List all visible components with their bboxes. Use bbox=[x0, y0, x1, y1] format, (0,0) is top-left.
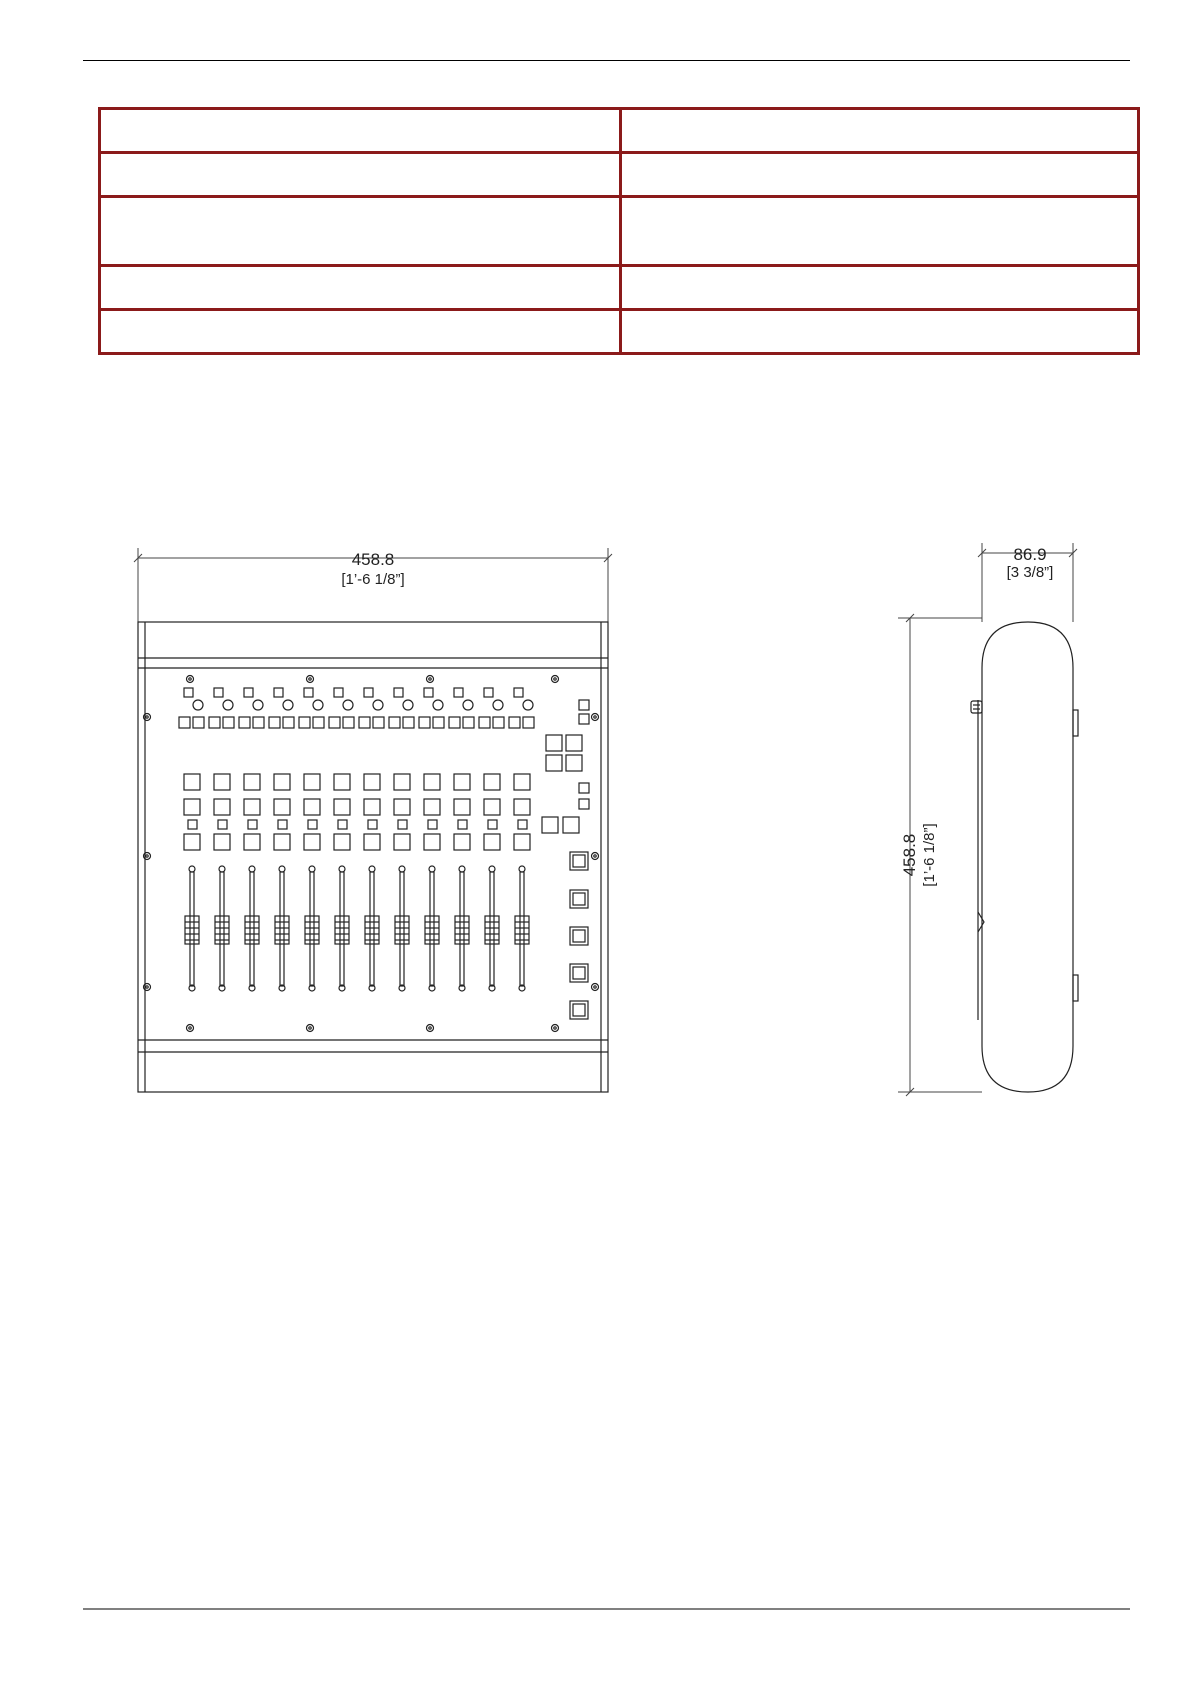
small-key bbox=[218, 820, 227, 829]
small-key bbox=[278, 820, 287, 829]
small-key bbox=[428, 820, 437, 829]
select-key bbox=[454, 688, 463, 697]
rotary-knob bbox=[253, 700, 263, 710]
side-depth-mm: 86.9 bbox=[1013, 545, 1047, 564]
channel-key bbox=[304, 834, 320, 850]
mini-key bbox=[329, 717, 340, 728]
rotary-knob bbox=[283, 700, 293, 710]
fader-slot bbox=[490, 872, 494, 986]
master-key-inner bbox=[573, 930, 585, 942]
screw-head bbox=[594, 716, 596, 718]
screw-head bbox=[309, 1027, 311, 1029]
master-key-inner bbox=[573, 1004, 585, 1016]
select-key bbox=[214, 688, 223, 697]
fader-screw bbox=[249, 866, 255, 872]
master-mini-key bbox=[579, 783, 589, 793]
small-key bbox=[308, 820, 317, 829]
mini-key bbox=[403, 717, 414, 728]
select-key bbox=[274, 688, 283, 697]
fader-slot bbox=[430, 872, 434, 986]
fader-slot bbox=[310, 872, 314, 986]
master-mini-key bbox=[579, 714, 589, 724]
channel-key bbox=[304, 799, 320, 815]
select-key bbox=[334, 688, 343, 697]
mini-key bbox=[419, 717, 430, 728]
channel-key bbox=[454, 799, 470, 815]
select-key bbox=[424, 688, 433, 697]
screw bbox=[592, 853, 599, 860]
channel-key bbox=[334, 799, 350, 815]
channel-key bbox=[394, 799, 410, 815]
nav-key bbox=[563, 817, 579, 833]
channel-key bbox=[334, 774, 350, 790]
fader-slot bbox=[460, 872, 464, 986]
screw-head bbox=[189, 678, 191, 680]
fader-slot bbox=[400, 872, 404, 986]
channel-key bbox=[214, 799, 230, 815]
channel-key bbox=[244, 834, 260, 850]
select-key bbox=[514, 688, 523, 697]
screw bbox=[307, 676, 314, 683]
mini-key bbox=[493, 717, 504, 728]
small-key bbox=[518, 820, 527, 829]
channel-key bbox=[454, 834, 470, 850]
front-width-mm: 458.8 bbox=[351, 550, 395, 569]
mini-key bbox=[253, 717, 264, 728]
master-key-inner bbox=[573, 893, 585, 905]
control-surface bbox=[144, 676, 599, 1032]
mini-key bbox=[359, 717, 370, 728]
small-key bbox=[458, 820, 467, 829]
side-depth-imperial: [3 3/8”] bbox=[1006, 564, 1054, 581]
screw-head bbox=[594, 986, 596, 988]
channel-key bbox=[364, 834, 380, 850]
rotary-knob bbox=[403, 700, 413, 710]
channel-key bbox=[184, 834, 200, 850]
screw bbox=[592, 984, 599, 991]
select-key bbox=[364, 688, 373, 697]
rotary-knob bbox=[523, 700, 533, 710]
fader-screw bbox=[279, 866, 285, 872]
fader-slot bbox=[190, 872, 194, 986]
channel-key bbox=[274, 799, 290, 815]
nav-key bbox=[566, 735, 582, 751]
channel-key bbox=[244, 774, 260, 790]
mini-key bbox=[299, 717, 310, 728]
small-key bbox=[488, 820, 497, 829]
select-key bbox=[484, 688, 493, 697]
select-key bbox=[394, 688, 403, 697]
fader-screw bbox=[459, 866, 465, 872]
fader-screw bbox=[399, 866, 405, 872]
rotary-knob bbox=[493, 700, 503, 710]
nav-key bbox=[566, 755, 582, 771]
fader-slot bbox=[250, 872, 254, 986]
rotary-knob bbox=[313, 700, 323, 710]
small-key bbox=[338, 820, 347, 829]
fader-slot bbox=[520, 872, 524, 986]
channel-key bbox=[184, 799, 200, 815]
fader-screw bbox=[309, 866, 315, 872]
channel-key bbox=[424, 834, 440, 850]
mini-key bbox=[269, 717, 280, 728]
fader-slot bbox=[220, 872, 224, 986]
fader-screw bbox=[219, 866, 225, 872]
select-key bbox=[244, 688, 253, 697]
channel-key bbox=[364, 799, 380, 815]
channel-key bbox=[394, 774, 410, 790]
channel-key bbox=[394, 834, 410, 850]
nav-key bbox=[542, 817, 558, 833]
screw bbox=[427, 676, 434, 683]
master-key-inner bbox=[573, 967, 585, 979]
mini-key bbox=[373, 717, 384, 728]
mini-key bbox=[179, 717, 190, 728]
rotary-knob bbox=[193, 700, 203, 710]
screw-head bbox=[554, 678, 556, 680]
select-key bbox=[304, 688, 313, 697]
channel-key bbox=[334, 834, 350, 850]
mini-key bbox=[193, 717, 204, 728]
fader-screw bbox=[339, 866, 345, 872]
master-mini-key bbox=[579, 700, 589, 710]
front-width-imperial: [1’-6 1/8”] bbox=[341, 571, 405, 588]
mini-key bbox=[343, 717, 354, 728]
screw bbox=[552, 1025, 559, 1032]
channel-key bbox=[484, 774, 500, 790]
mini-key bbox=[463, 717, 474, 728]
fader-slot bbox=[370, 872, 374, 986]
screw bbox=[307, 1025, 314, 1032]
screw bbox=[187, 676, 194, 683]
console-front-view bbox=[138, 622, 608, 1092]
mini-key bbox=[209, 717, 220, 728]
small-key bbox=[188, 820, 197, 829]
channel-key bbox=[214, 834, 230, 850]
screw-head bbox=[146, 986, 148, 988]
mini-key bbox=[479, 717, 490, 728]
mini-key bbox=[523, 717, 534, 728]
screw bbox=[427, 1025, 434, 1032]
mini-key bbox=[313, 717, 324, 728]
fader-screw bbox=[189, 866, 195, 872]
console-side-view bbox=[971, 622, 1078, 1092]
side-height-mm: 458.8 bbox=[900, 833, 919, 877]
channel-key bbox=[184, 774, 200, 790]
fader-screw bbox=[429, 866, 435, 872]
screw-head bbox=[309, 678, 311, 680]
nav-key bbox=[546, 755, 562, 771]
channel-key bbox=[364, 774, 380, 790]
screw bbox=[552, 676, 559, 683]
rotary-knob bbox=[463, 700, 473, 710]
master-key-inner bbox=[573, 855, 585, 867]
nav-key bbox=[546, 735, 562, 751]
screw-head bbox=[189, 1027, 191, 1029]
mini-key bbox=[433, 717, 444, 728]
screw bbox=[187, 1025, 194, 1032]
mini-key bbox=[449, 717, 460, 728]
channel-key bbox=[424, 799, 440, 815]
screw-head bbox=[594, 855, 596, 857]
channel-key bbox=[484, 834, 500, 850]
screw-head bbox=[429, 678, 431, 680]
screw-head bbox=[429, 1027, 431, 1029]
rotary-knob bbox=[433, 700, 443, 710]
screw bbox=[592, 714, 599, 721]
rotary-knob bbox=[373, 700, 383, 710]
fader-screw bbox=[489, 866, 495, 872]
mini-key bbox=[509, 717, 520, 728]
channel-key bbox=[304, 774, 320, 790]
select-key bbox=[184, 688, 193, 697]
channel-key bbox=[514, 799, 530, 815]
master-mini-key bbox=[579, 799, 589, 809]
fader-slot bbox=[280, 872, 284, 986]
channel-key bbox=[514, 774, 530, 790]
channel-key bbox=[514, 834, 530, 850]
small-key bbox=[368, 820, 377, 829]
screw-head bbox=[554, 1027, 556, 1029]
rotary-knob bbox=[223, 700, 233, 710]
screw-head bbox=[146, 855, 148, 857]
channel-key bbox=[244, 799, 260, 815]
channel-key bbox=[424, 774, 440, 790]
mini-key bbox=[223, 717, 234, 728]
mini-key bbox=[239, 717, 250, 728]
small-key bbox=[398, 820, 407, 829]
small-key bbox=[248, 820, 257, 829]
mini-key bbox=[389, 717, 400, 728]
fader-screw bbox=[369, 866, 375, 872]
channel-key bbox=[214, 774, 230, 790]
side-height-imperial: [1’-6 1/8”] bbox=[921, 823, 938, 887]
fader-screw bbox=[519, 866, 525, 872]
channel-key bbox=[274, 834, 290, 850]
channel-key bbox=[484, 799, 500, 815]
channel-key bbox=[274, 774, 290, 790]
rotary-knob bbox=[343, 700, 353, 710]
mini-key bbox=[283, 717, 294, 728]
fader-slot bbox=[340, 872, 344, 986]
channel-key bbox=[454, 774, 470, 790]
screw-head bbox=[146, 716, 148, 718]
